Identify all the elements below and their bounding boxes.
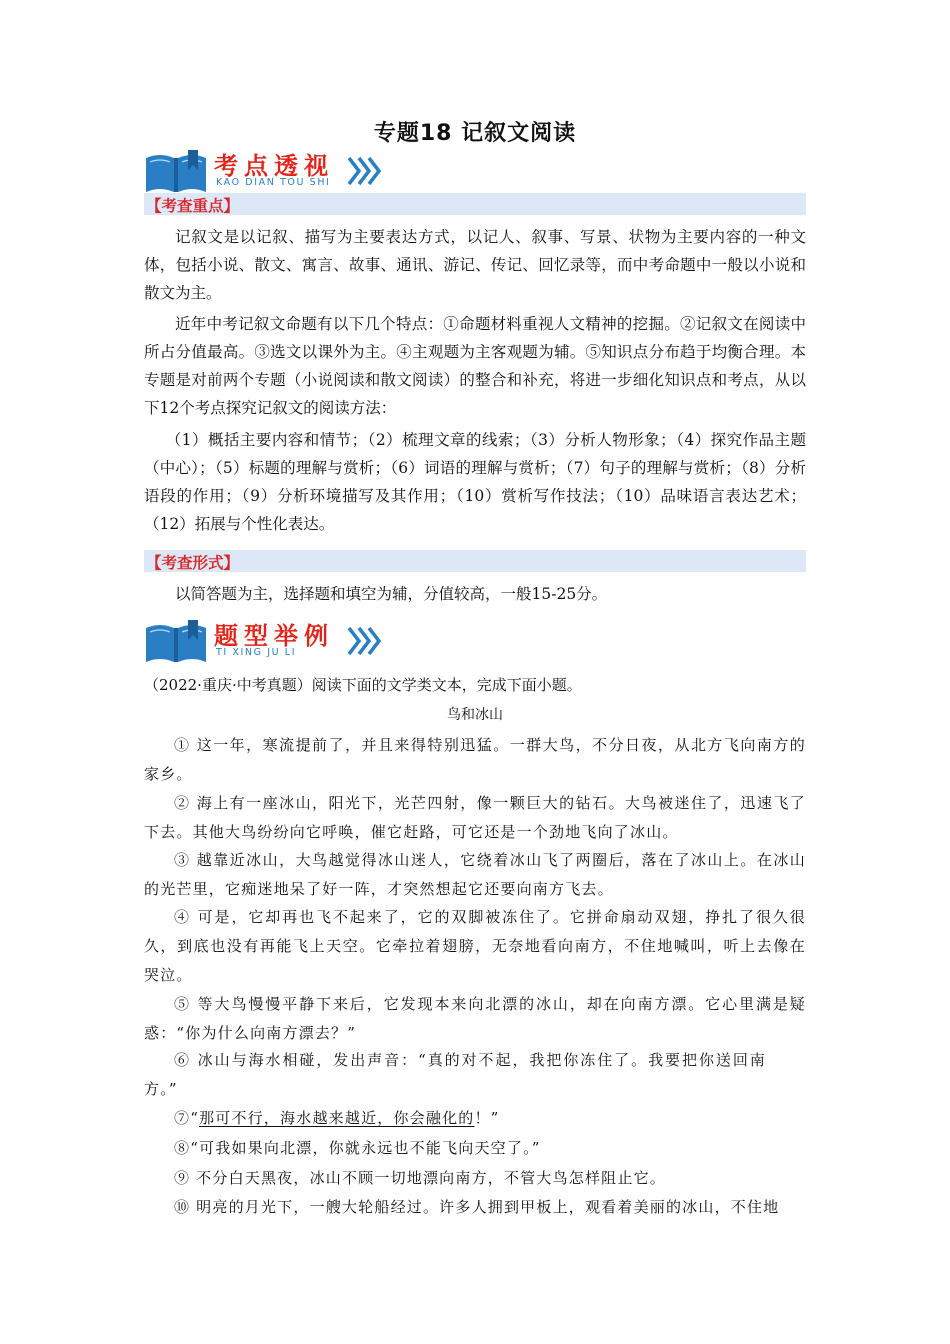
section-banner-kaodian — [144, 148, 464, 198]
story-paragraph: ⑩ 明亮的月光下，一艘大轮船经过。许多人拥到甲板上，观看着美丽的冰山，不住地 — [174, 1198, 780, 1216]
page-title: 专题18 记叙文阅读 — [373, 121, 577, 146]
story-paragraph: ⑤ 等大鸟慢慢平静下来后，它发现本来向北漂的冰山，却在向南方漂。它心里满是疑惑：“你为什么向南方漂去？” — [144, 995, 806, 1042]
story-paragraph: ③ 越靠近冰山，大鸟越觉得冰山迷人，它绕着冰山飞了两圈后，落在了冰山上。在冰山的光芒里，它痴迷地呆了好一阵，才突然想起它还要向南方飞去。 — [144, 851, 806, 898]
section-label-text: 【考查重点】 — [146, 197, 240, 215]
chevrons-right-icon — [347, 156, 383, 186]
banner-pinyin: TI XING JU LI — [216, 647, 297, 658]
section-banner-tixing — [144, 618, 464, 668]
open-book-icon — [144, 150, 208, 194]
underlined-sentence: 那可不行，海水越来越近，你会融化的 — [199, 1109, 475, 1127]
banner-pinyin: KAO DIAN TOU SHI — [216, 177, 331, 188]
story-title: 鸟和冰山 — [447, 707, 503, 723]
section-label-format — [144, 550, 806, 572]
story-paragraph — [144, 1104, 806, 1133]
story-paragraph: ② 海上有一座冰山，阳光下，光芒四射，像一颗巨大的钻石。大鸟被迷住了，迅速飞了下去。其他大鸟纷纷向它呼唤，催它赶路，可它还是一个劲地飞向了冰山。 — [144, 794, 806, 841]
quote-close: ！” — [474, 1109, 500, 1127]
paragraph: 以简答题为主，选择题和填空为辅，分值较高，一般15-25分。 — [175, 585, 608, 603]
question-source: （2022·重庆·中考真题）阅读下面的文学类文本，完成下面小题。 — [144, 676, 582, 694]
paragraph: 近年中考记叙文命题有以下几个特点：①命题材料重视人文精神的挖掘。②记叙文在阅读中所占分值最高。③选文以课外为主。④主观题为主客观题为辅。⑤知识点分布趋于均衡合理。本专题是对前两个专题（小说阅读和散文阅读）的整合和补充，将进一步细化知识点和考点，从以下12个考点探究记叙文的阅读方法： — [144, 315, 806, 417]
quote-open: ⑦“ — [174, 1109, 200, 1127]
section-label-focus — [144, 193, 806, 215]
banner-title: 题型举例 — [214, 622, 334, 650]
section-label-text: 【考查形式】 — [146, 554, 240, 572]
paragraph: （1）概括主要内容和情节；（2）梳理文章的线索；（3）分析人物形象；（4）探究作品主题（中心）；（5）标题的理解与赏析；（6）词语的理解与赏析；（7）句子的理解与赏析；（8）分析语段的作用；（9）分析环境描写及其作用；（10）赏析写作技法；（10）品味语言表达艺术；（12）拓展与个性化表达。 — [144, 431, 806, 533]
paragraph: 记叙文是以记叙、描写为主要表达方式，以记人、叙事、写景、状物为主要内容的一种文体，包括小说、散文、寓言、故事、通讯、游记、传记、回忆录等，而中考命题中一般以小说和散文为主。 — [144, 228, 806, 302]
banner-title: 考点透视 — [214, 152, 334, 180]
story-paragraph: ④ 可是，它却再也飞不起来了，它的双脚被冻住了。它拼命扇动双翅，挣扎了很久很久，到底也没有再能飞上天空。它牵拉着翅膀，无奈地看向南方，不住地喊叫，听上去像在哭泣。 — [144, 908, 806, 984]
story-paragraph: ⑧“可我如果向北漂，你就永远也不能飞向天空了。” — [174, 1139, 541, 1157]
chevrons-right-icon — [347, 626, 383, 656]
story-paragraph: ⑥ 冰山与海水相碰，发出声音：“真的对不起，我把你冻住了。我要把你送回南方。” — [144, 1051, 766, 1098]
open-book-icon — [144, 620, 208, 664]
story-paragraph: ① 这一年，寒流提前了，并且来得特别迅猛。一群大鸟，不分日夜，从北方飞向南方的家乡。 — [144, 736, 806, 783]
story-paragraph: ⑨ 不分白天黑夜，冰山不顾一切地漂向南方，不管大鸟怎样阻止它。 — [174, 1169, 666, 1187]
